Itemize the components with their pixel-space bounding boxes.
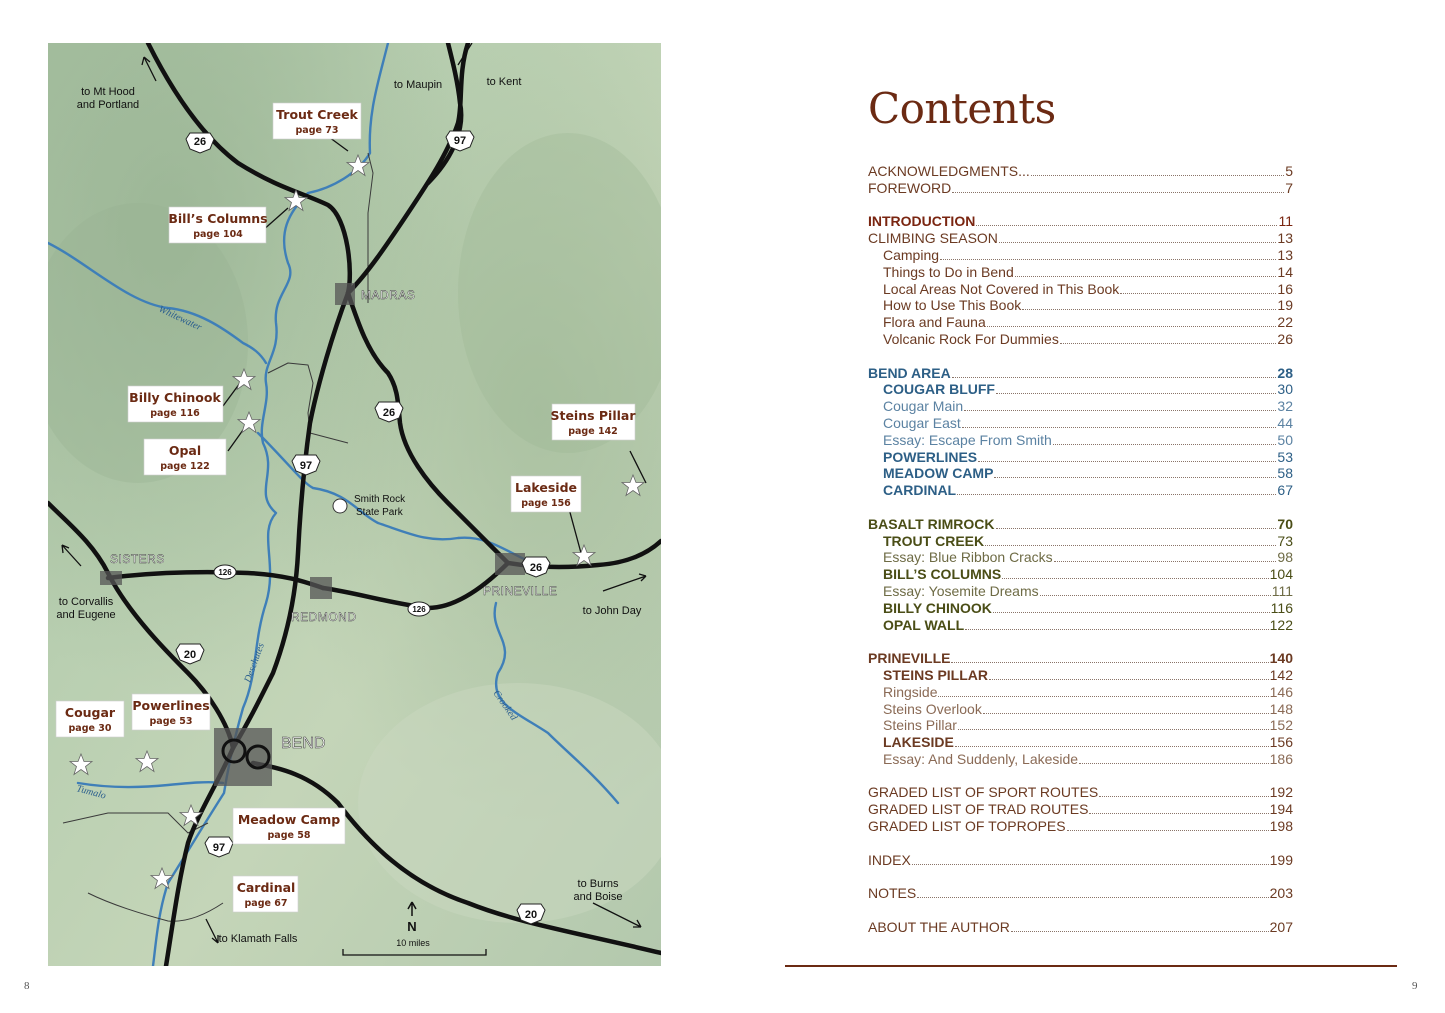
north-label: N	[407, 919, 417, 934]
toc-entry[interactable]: Camping 13	[883, 246, 1293, 263]
toc-entry[interactable]: Essay: Blue Ribbon Cracks 98	[883, 549, 1293, 566]
area-page: page 104	[193, 229, 243, 240]
area-map	[48, 43, 661, 966]
toc-entry[interactable]: PRINEVILLE 140	[868, 650, 1293, 667]
toc-entry[interactable]: ACKNOWLEDGMENTS... 5	[868, 163, 1293, 179]
area-page: page 67	[244, 898, 288, 909]
toc-entry[interactable]: POWERLINES 53	[883, 448, 1293, 465]
town-label-madras: MADRAS	[361, 288, 416, 302]
river-label: Crooked	[490, 688, 520, 723]
destination-label: and Boise	[573, 891, 623, 903]
toc-entry[interactable]: Local Areas Not Covered in This Book 16	[883, 280, 1293, 297]
area-page: page 58	[267, 830, 311, 841]
toc-entry[interactable]: INTRODUCTION 11	[868, 213, 1293, 230]
highway-label: 126	[218, 568, 232, 577]
toc-entry[interactable]: CLIMBING SEASON 13	[868, 230, 1293, 247]
toc-entry[interactable]: Flora and Fauna 22	[883, 314, 1293, 331]
footer-rule	[785, 965, 1397, 967]
river-label: Deschutes	[242, 641, 267, 685]
toc-entry[interactable]: Essay: And Suddenly, Lakeside 186	[883, 750, 1293, 767]
table-of-contents	[868, 163, 1293, 936]
poi-label: State Park	[356, 507, 403, 518]
contents-title: Contents	[868, 84, 1056, 133]
toc-entry[interactable]: CARDINAL 67	[883, 482, 1293, 499]
toc-entry[interactable]: LAKESIDE 156	[883, 734, 1293, 751]
toc-entry[interactable]: Cougar East 44	[883, 414, 1293, 431]
area-page: page 122	[160, 461, 210, 472]
toc-entry[interactable]: BILL’S COLUMNS 104	[883, 566, 1293, 583]
toc-entry[interactable]: TROUT CREEK 73	[883, 532, 1293, 549]
area-name: Opal	[168, 443, 202, 458]
toc-entry[interactable]: NOTES 203	[868, 885, 1293, 902]
area-name: Trout Creek	[276, 107, 358, 122]
destination-label: to Corvallis	[58, 596, 114, 608]
highway-label: 97	[212, 842, 226, 854]
toc-entry[interactable]: BILLY CHINOOK 116	[883, 599, 1293, 616]
highway-label: 97	[453, 135, 467, 147]
town-label-redmond: REDMOND	[291, 610, 357, 624]
toc-entry[interactable]: Ringside 146	[883, 683, 1293, 700]
toc-entry[interactable]: BASALT RIMROCK 70	[868, 515, 1293, 532]
scale-label: 10 miles	[396, 938, 430, 948]
toc-entry[interactable]: MEADOW CAMP 58	[883, 465, 1293, 482]
highway-label: 26	[529, 562, 543, 574]
toc-entry[interactable]: How to Use This Book 19	[883, 297, 1293, 314]
page-number-left: 8	[24, 980, 30, 992]
page-number-right: 9	[1412, 980, 1418, 992]
highway-label: 97	[299, 460, 313, 472]
destination-label: to Kent	[486, 76, 522, 88]
toc-entry[interactable]: Steins Pillar 152	[883, 717, 1293, 734]
toc-entry[interactable]: INDEX 199	[868, 851, 1293, 868]
toc-entry[interactable]: Essay: Yosemite Dreams 111	[883, 582, 1293, 599]
river-label: Whitewater	[156, 303, 204, 334]
area-page: page 73	[295, 125, 339, 136]
area-name: Bill’s Columns	[168, 211, 268, 226]
destination-label: to Burns	[577, 878, 619, 890]
destination-label: to Klamath Falls	[218, 933, 298, 945]
area-page: page 53	[149, 716, 193, 727]
poi-label: Smith Rock	[354, 494, 406, 505]
area-page: page 142	[568, 426, 618, 437]
area-name: Meadow Camp	[237, 812, 341, 827]
area-name: Cardinal	[236, 880, 296, 895]
town-label-prineville: PRINEVILLE	[483, 584, 558, 598]
toc-entry[interactable]: Cougar Main 32	[883, 398, 1293, 415]
toc-entry[interactable]: ABOUT THE AUTHOR 207	[868, 918, 1293, 935]
area-name: Cougar	[64, 705, 116, 720]
area-page: page 156	[521, 498, 571, 509]
destination-label: to Maupin	[393, 79, 443, 91]
highway-label: 20	[183, 649, 197, 661]
destination-label: and Eugene	[56, 609, 116, 621]
highway-label: 26	[382, 407, 396, 419]
river-label: Tumalo	[75, 783, 108, 802]
toc-entry[interactable]: Volcanic Rock For Dummies 26	[883, 330, 1293, 347]
destination-label: to John Day	[582, 605, 642, 617]
toc-entry[interactable]: OPAL WALL 122	[883, 616, 1293, 633]
highway-label: 26	[193, 136, 207, 148]
toc-entry[interactable]: BEND AREA 28	[868, 364, 1293, 381]
town-label-bend: BEND	[281, 735, 326, 752]
destination-label: to Mt Hood	[81, 86, 135, 98]
highway-label: 126	[412, 605, 426, 614]
toc-entry[interactable]: GRADED LIST OF TRAD ROUTES 194	[868, 801, 1293, 818]
toc-entry[interactable]: GRADED LIST OF TOPROPES 198	[868, 818, 1293, 835]
area-page: page 116	[150, 408, 200, 419]
toc-entry[interactable]: COUGAR BLUFF 30	[883, 381, 1293, 398]
toc-entry[interactable]: Things to Do in Bend 14	[883, 263, 1293, 280]
toc-entry[interactable]: Essay: Escape From Smith 50	[883, 431, 1293, 448]
area-name: Powerlines	[132, 698, 210, 713]
area-name: Lakeside	[514, 480, 578, 495]
area-name: Billy Chinook	[129, 390, 221, 405]
toc-entry[interactable]: FOREWORD 7	[868, 179, 1293, 196]
town-label-sisters: SISTERS	[110, 552, 165, 566]
toc-entry[interactable]: GRADED LIST OF SPORT ROUTES 192	[868, 784, 1293, 801]
highway-label: 20	[524, 909, 538, 921]
area-page: page 30	[68, 723, 112, 734]
destination-label: and Portland	[76, 99, 140, 111]
area-name: Steins Pillar	[550, 408, 636, 423]
toc-entry[interactable]: Steins Overlook 148	[883, 700, 1293, 717]
toc-entry[interactable]: STEINS PILLAR 142	[883, 666, 1293, 683]
